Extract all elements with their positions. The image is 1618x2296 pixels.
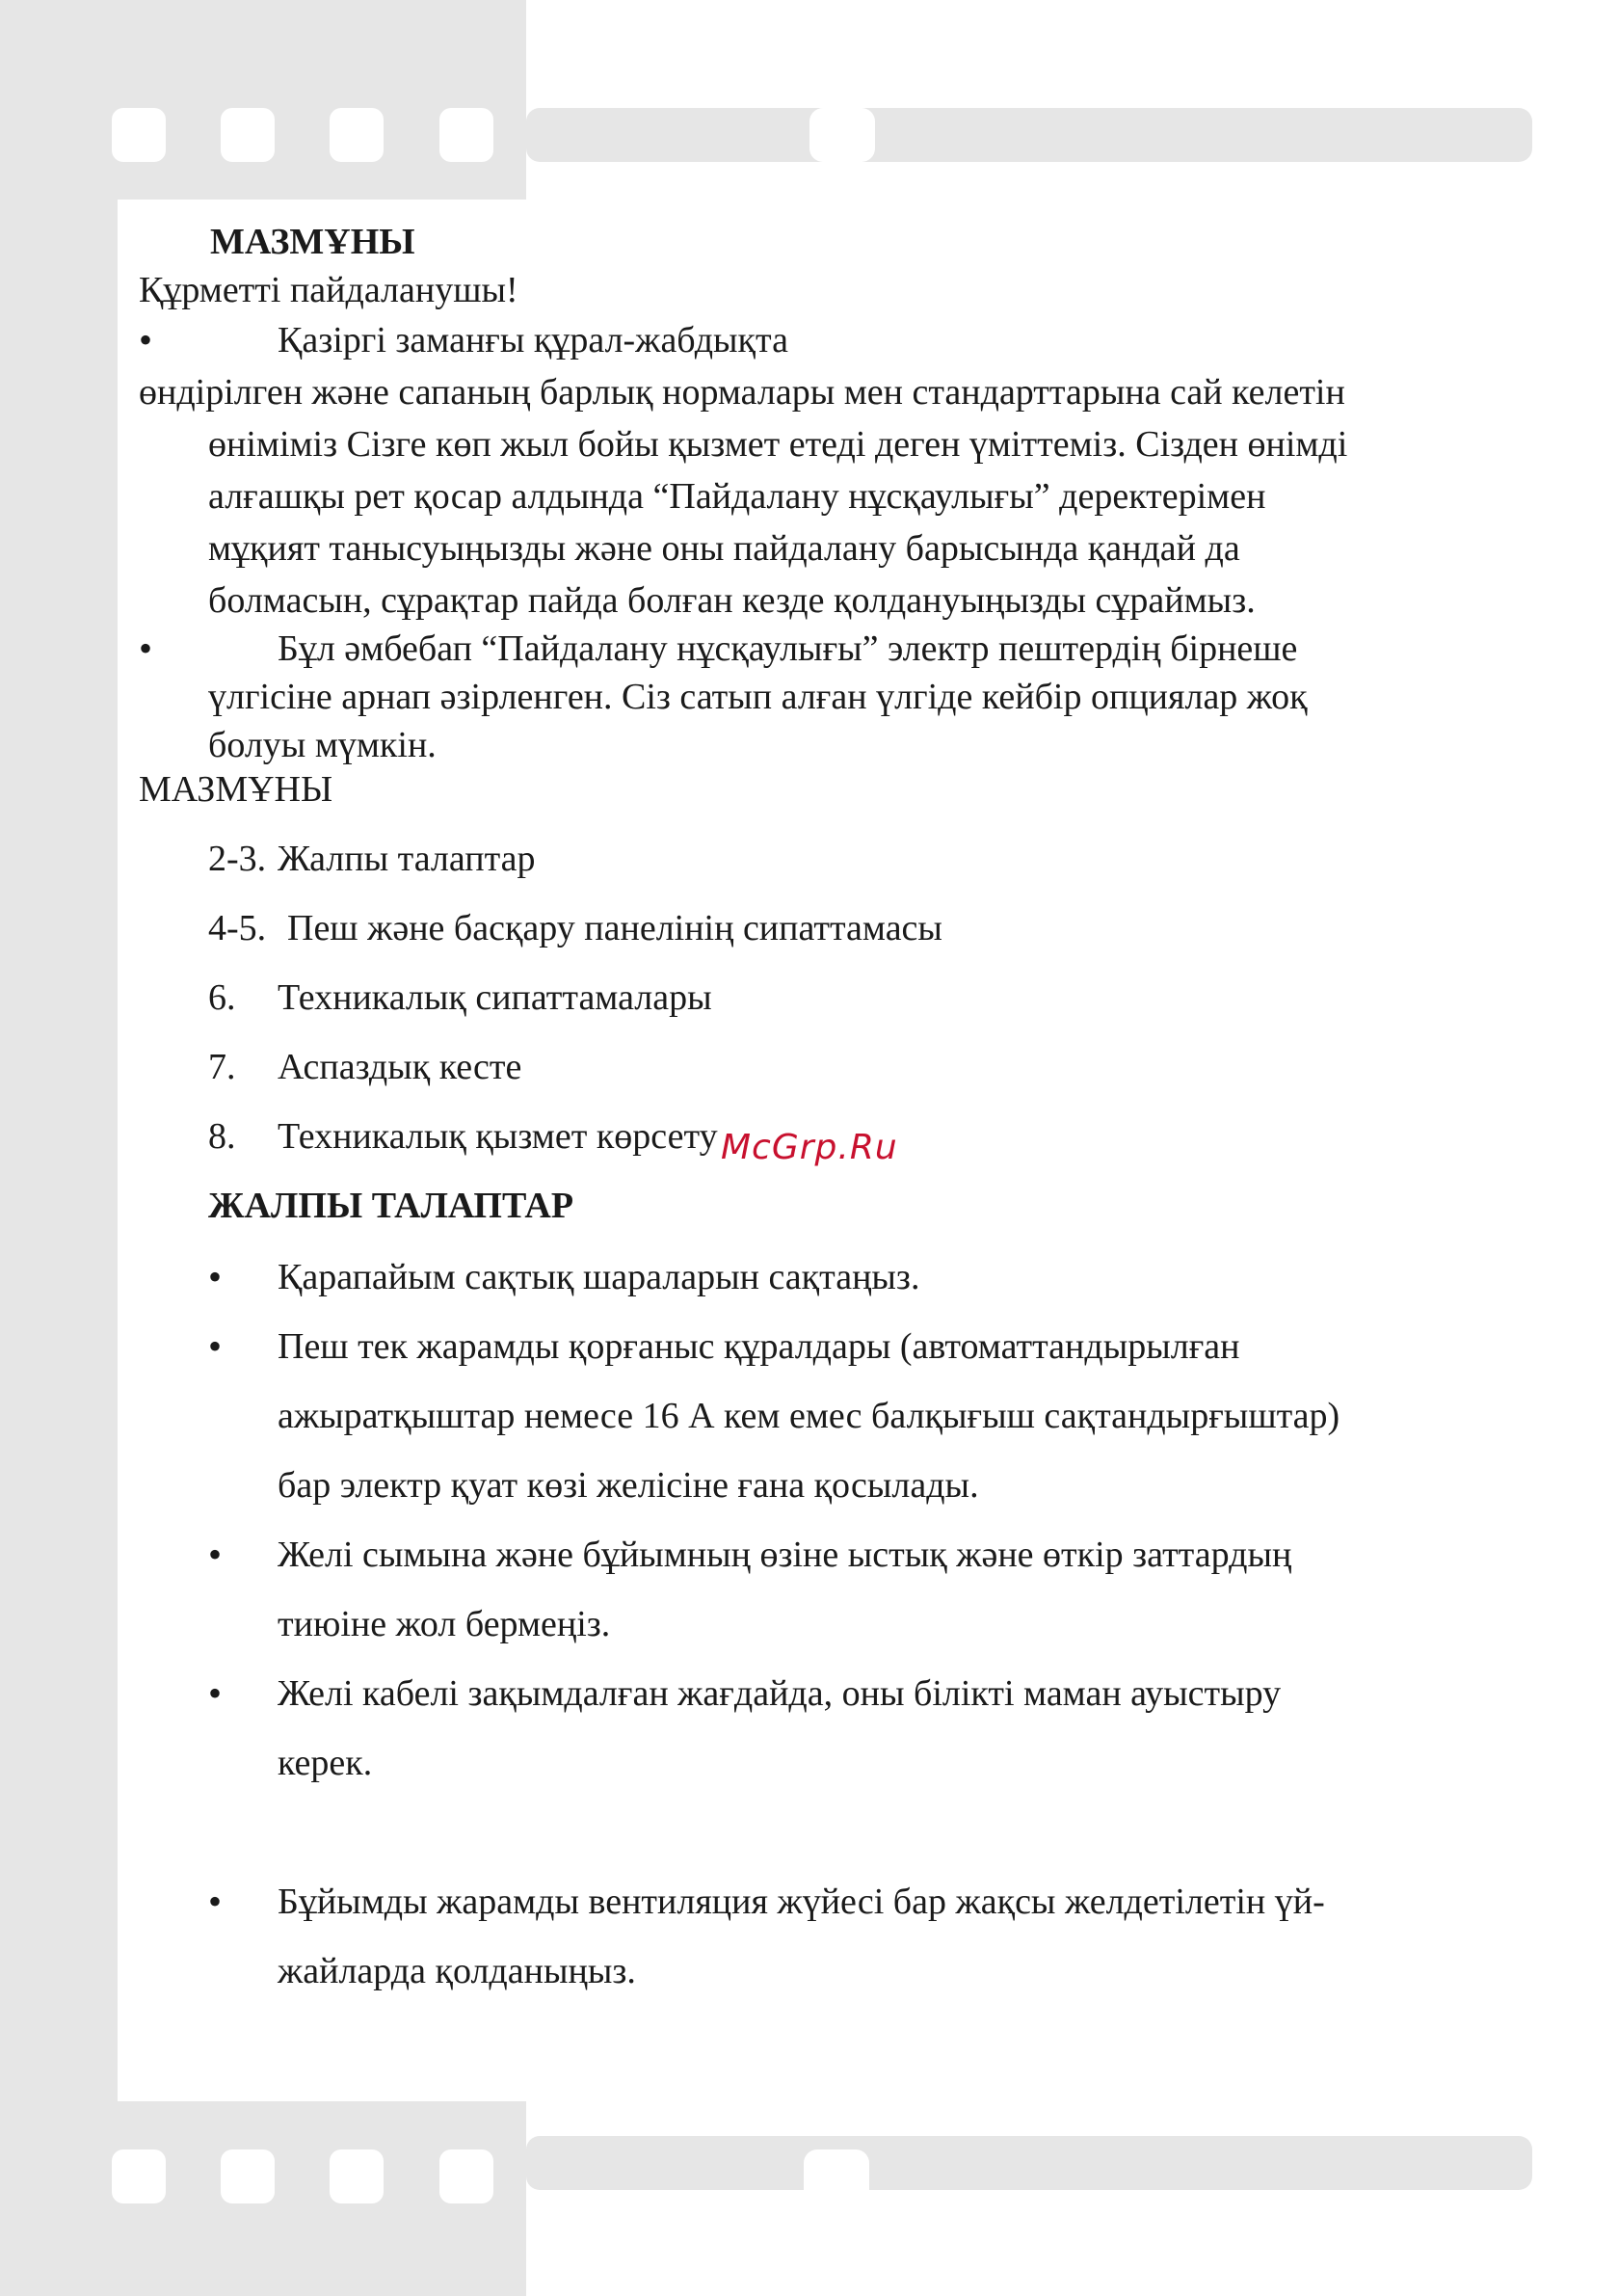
rule-5-line-2: жайларда қолданыңыз.	[278, 1951, 636, 1991]
toc-label-5: Техникалық қызмет көрсету	[278, 1116, 718, 1157]
rule-3-line-1: Желі сымына және бұйымның өзіне ыстық және өткір заттардың	[278, 1535, 1292, 1575]
bullet: •	[139, 318, 153, 361]
rule-1-line-1: Қарапайым сақтық шараларын сақтаңыз.	[278, 1257, 920, 1297]
rule-3-line-2: тиюіне жол бермеңіз.	[278, 1604, 611, 1644]
watermark: McGrp.Ru	[721, 1128, 898, 1167]
toc-label-1: Жалпы талаптар	[278, 839, 536, 879]
rule-5-line-1: Бұйымды жарамды вентиляция жүйесі бар жақсы желдетілетін үй-	[278, 1882, 1325, 1922]
rule-4-line-1: Желі кабелі зақымдалған жағдайда, оны білікті маман ауыстыру	[278, 1673, 1282, 1714]
rule-2-line-3: бар электр қуат көзі желісіне ғана қосылады.	[278, 1465, 979, 1506]
intro-line-4: алғашқы рет қосар алдында “Пайдалану нұсқаулығы” деректерімен	[208, 476, 1266, 517]
intro-line-6: болмасын, сұрақтар пайда болған кезде қолдануыңызды сұраймыз.	[208, 580, 1256, 621]
intro-line-1: Қазіргі заманғы құрал-жабдықта	[278, 320, 788, 360]
bullet: •	[208, 1255, 223, 1298]
toc-num-5: 8.	[208, 1116, 236, 1157]
intro-line-3: өніміміз Сізге көп жыл бойы қызмет етеді деген үміттеміз. Сізден өнімді	[208, 424, 1348, 465]
rule-2-line-1: Пеш тек жарамды қорғаныс құралдары (автоматтандырылған	[278, 1326, 1240, 1367]
toc-num-3: 6.	[208, 977, 236, 1018]
intro-line-5: мұқият танысуыңызды және оны пайдалану барысында қандай да	[208, 528, 1240, 569]
toc-label-2: Пеш және басқару панелінің сипаттамасы	[287, 908, 942, 948]
bullet: •	[208, 1533, 223, 1576]
page-title: МАЗМҰНЫ	[210, 222, 415, 262]
bullet: •	[208, 1880, 223, 1923]
note-line-1: Бұл әмбебап “Пайдалану нұсқаулығы” электр пештердің бірнеше	[278, 628, 1298, 669]
rule-4-line-2: керек.	[278, 1743, 373, 1783]
toc-num-1: 2-3.	[208, 839, 267, 879]
section-heading: ЖАЛПЫ ТАЛАПТАР	[208, 1186, 574, 1226]
bullet: •	[208, 1324, 223, 1368]
toc-label-4: Аспаздық кесте	[278, 1047, 522, 1087]
bullet: •	[208, 1671, 223, 1715]
toc-heading: МАЗМҰНЫ	[139, 769, 333, 810]
bullet: •	[139, 627, 153, 670]
rule-2-line-2: ажыратқыштар немесе 16 А кем емес балқығыш сақтандырғыштар)	[278, 1396, 1340, 1436]
toc-num-2: 4-5.	[208, 908, 267, 948]
toc-num-4: 7.	[208, 1047, 236, 1087]
greeting: Құрметті пайдаланушы!	[139, 270, 518, 310]
toc-label-3: Техникалық сипаттамалары	[278, 977, 712, 1018]
note-line-2: үлгісіне арнап әзірленген. Сіз сатып алған үлгіде кейбір опциялар жоқ	[208, 677, 1308, 717]
intro-line-2: өндірілген және сапаның барлық нормалары мен стандарттарына сай келетін	[139, 372, 1345, 413]
note-line-3: болуы мүмкін.	[208, 725, 437, 765]
